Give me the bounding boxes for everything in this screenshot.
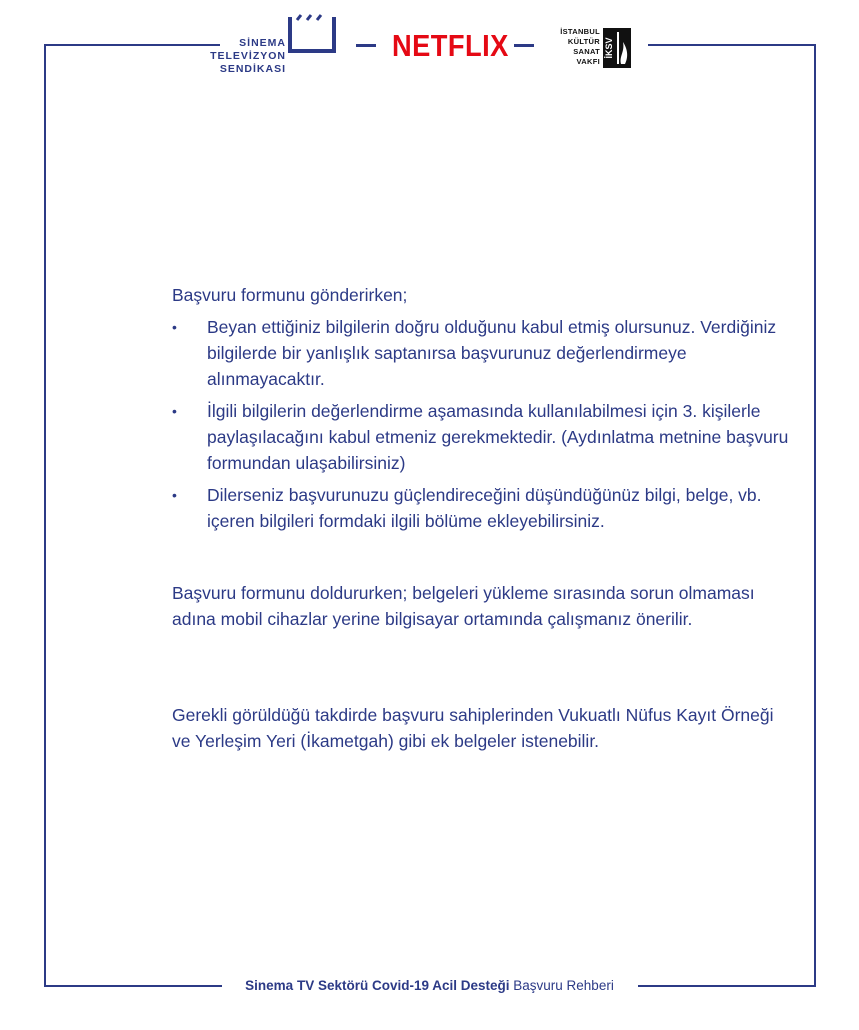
sts-logo-line1: SİNEMA: [239, 37, 286, 49]
list-item-text: Dilerseniz başvurunuzu güçlendireceğini düşündüğünüz bilgi, belge, vb. içeren bilgileri formdaki ilgili bölüme ekleyebilirsiniz.: [207, 485, 762, 531]
iksv-logo-line1: İSTANBUL: [560, 27, 600, 36]
bullet-icon: •: [172, 487, 177, 503]
sts-logo-line2: TELEVİZYON: [210, 50, 286, 62]
sts-logo: [210, 14, 338, 84]
bullet-icon: •: [172, 403, 177, 419]
iksv-logo-line3: SANAT: [573, 47, 600, 56]
bullet-icon: •: [172, 319, 177, 335]
paragraph-extra-documents: Gerekli görüldüğü takdirde başvuru sahiplerinden Vukuatlı Nüfus Kayıt Örneği ve Yerleşim Yeri (İkametgah) gibi ek belgeler istenebilir.: [172, 705, 774, 751]
header-separator-1: [356, 44, 376, 47]
list-item-text: İlgili bilgilerin değerlendirme aşamasında kullanılabilmesi için 3. kişilerle paylaşılacağını kabul etmeniz gerekmektedir. (Aydınlatma metnine başvuru formundan ulaşabilirsiniz): [207, 401, 789, 473]
iksv-logo-line2: KÜLTÜR: [567, 37, 600, 46]
frame-top-right: [648, 44, 816, 46]
list-item: [172, 398, 792, 476]
iksv-logo-line4: VAKFI: [576, 57, 600, 66]
frame-left: [44, 44, 46, 986]
footer-title-regular: Başvuru Rehberi: [513, 978, 614, 993]
list-item: [172, 482, 792, 534]
footer-title-bold: Sinema TV Sektörü Covid-19 Acil Desteği: [245, 978, 510, 993]
header-separator-2: [514, 44, 534, 47]
iksv-logo-mark: [603, 28, 631, 68]
footer: [0, 976, 859, 996]
list-item-text: Beyan ettiğiniz bilgilerin doğru olduğunu kabul etmiş olursunuz. Verdiğiniz bilgilerde bir yanlışlık saptanırsa başvurunuz değerlendirmeye alınmayacaktır.: [207, 317, 777, 389]
svg-text:İKSV: İKSV: [604, 37, 614, 59]
frame-right: [814, 44, 816, 986]
netflix-logo: NETFLIX: [392, 28, 509, 63]
footer-title: [237, 976, 622, 996]
iksv-logo-text: [560, 27, 600, 67]
paragraph-device-advice: Başvuru formunu doldururken; belgeleri yükleme sırasında sorun olmaması adına mobil cihazlar yerine bilgisayar ortamında çalışmanız önerilir.: [172, 583, 755, 629]
intro-text: Başvuru formunu gönderirken;: [172, 285, 408, 305]
list-item: [172, 314, 792, 392]
clapperboard-icon: [287, 14, 337, 56]
iksv-emblem-icon: [603, 28, 631, 68]
frame-top-left: [44, 44, 220, 46]
sts-logo-line3: SENDİKASI: [219, 63, 286, 75]
bullet-list: [172, 314, 792, 540]
